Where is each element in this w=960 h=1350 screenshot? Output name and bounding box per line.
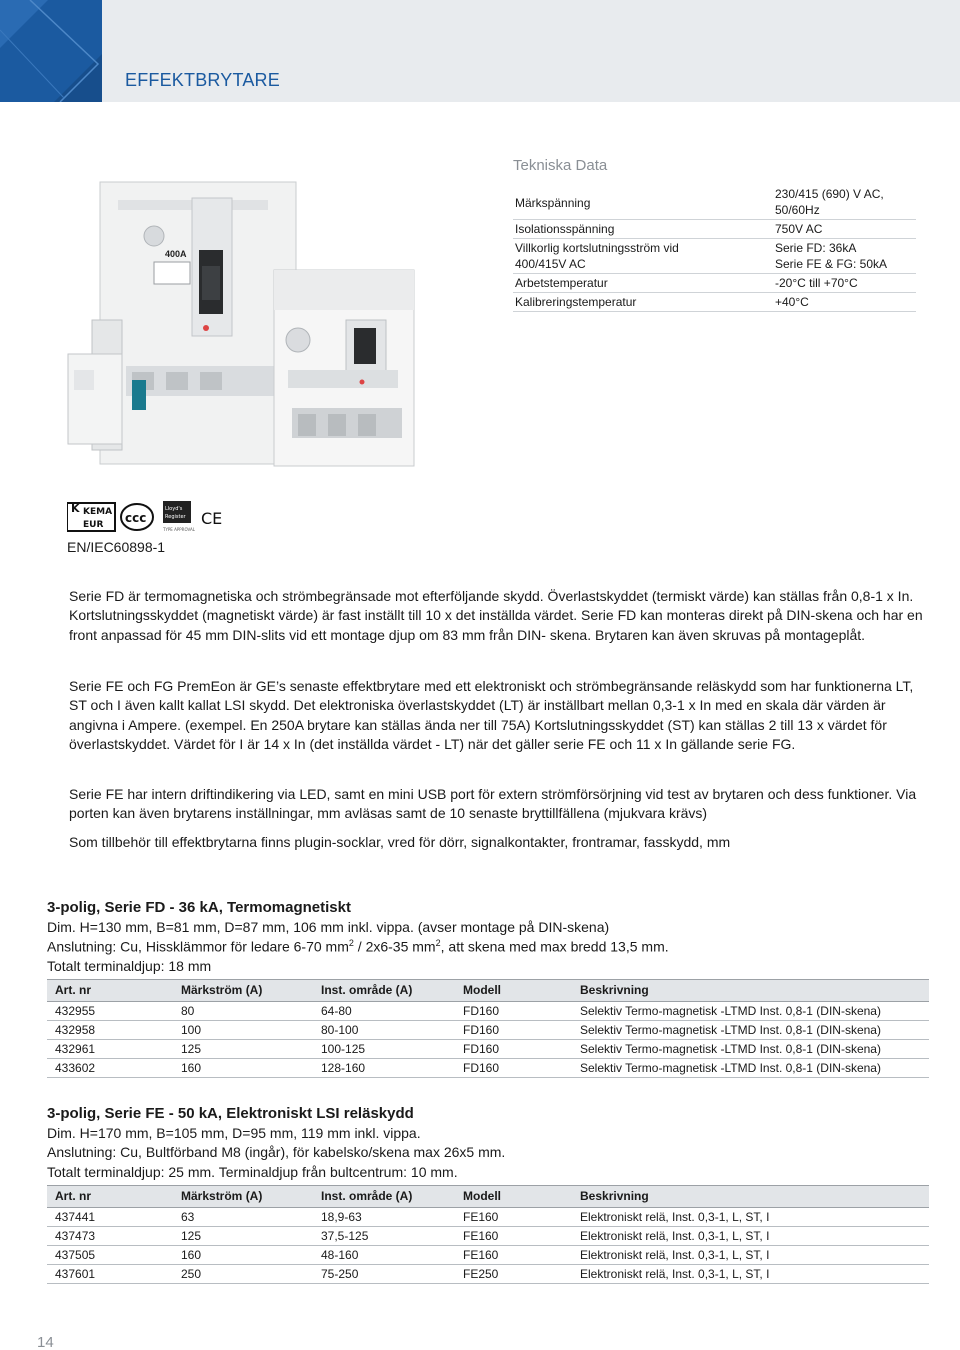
section-fe-terminal-depth: Totalt terminaldjup: 25 mm. Terminaldjup från bultcentrum: 10 mm. xyxy=(47,1164,458,1180)
column-header: Art. nr xyxy=(47,980,173,1002)
cell-model: FE160 xyxy=(455,1246,572,1265)
tech-data-row xyxy=(513,274,916,293)
cell-rated-current: 250 xyxy=(173,1265,313,1284)
column-header: Inst. område (A) xyxy=(313,980,455,1002)
body-paragraph: Serie FD är termomagnetiska och strömbegränsade mot efterföljande skydd. Överlastskyddet (termiskt värde) kan ställas från 0,8-1 x In. Kortslutningsskyddet (magnetiskt värde) är fast inställt till 10 x det inställda värdet. Serie FD kan monteras direkt på DIN-skena och har en front anpassad för 45 mm DIN-slits vid ett montage djup om 83 mm från DIN- skena. Brytaren kan även skruvas på montageplåt. xyxy=(69,588,923,643)
connection-text: , att skena med max bredd 13,5 mm. xyxy=(440,938,669,955)
body-paragraph: Som tillbehör till effektbrytarna finns plugin-socklar, vred för dörr, signalkontakter, frontramar, fasskydd, mm xyxy=(69,834,731,850)
cell-description: Selektiv Termo-magnetisk -LTMD Inst. 0,8-1 (DIN-skena) xyxy=(572,1040,929,1059)
cell-article-number: 433602 xyxy=(47,1059,173,1078)
tech-data-label xyxy=(513,239,775,274)
column-header: Modell xyxy=(455,980,572,1002)
section-fd-dimensions: Dim. H=130 mm, B=81 mm, D=87 mm, 106 mm inkl. vippa. (avser montage på DIN-skena) xyxy=(47,919,610,935)
column-header: Beskrivning xyxy=(572,1186,929,1208)
cell-setting-range: 128-160 xyxy=(313,1059,455,1078)
column-header: Modell xyxy=(455,1186,572,1208)
tech-data-label: Arbetstemperatur xyxy=(515,276,608,290)
table-row xyxy=(47,1227,929,1246)
section-title-fd: 3-polig, Serie FD - 36 kA, Termomagnetiskt xyxy=(47,899,351,916)
tech-data-label: Märkspänning xyxy=(515,196,591,210)
connection-text: / 2x6-35 mm xyxy=(353,938,436,955)
section-fe-connection: Anslutning: Cu, Bultförband M8 (ingår), för kabelsko/skena max 26x5 mm. xyxy=(47,1144,506,1160)
kema-logo xyxy=(67,502,115,531)
cell-setting-range: 100-125 xyxy=(313,1040,455,1059)
section-fd-terminal-depth: Totalt terminaldjup: 18 mm xyxy=(47,958,212,974)
cell-setting-range: 37,5-125 xyxy=(313,1227,455,1246)
tech-data-label-line: 400/415V AC xyxy=(515,257,586,271)
cell-rated-current: 160 xyxy=(173,1246,313,1265)
column-header: Märkström (A) xyxy=(173,980,313,1002)
tech-data-value: -20°C till +70°C xyxy=(775,276,858,290)
lloyds-text: Register xyxy=(165,514,186,520)
ce-mark: CE xyxy=(201,509,223,528)
table-row xyxy=(47,1265,929,1284)
cell-description: Elektroniskt relä, Inst. 0,3-1, L, ST, I xyxy=(572,1246,929,1265)
table-row xyxy=(47,1246,929,1265)
page-number: 14 xyxy=(37,1334,54,1350)
cell-rated-current: 80 xyxy=(173,1002,313,1021)
page-title: EFFEKTBRYTARE xyxy=(125,70,280,90)
cell-rated-current: 160 xyxy=(173,1059,313,1078)
column-header: Märkström (A) xyxy=(173,1186,313,1208)
tech-data-row xyxy=(513,185,916,220)
body-paragraph: Serie FE har intern driftindikering via LED, samt en mini USB port för extern strömförsörjning vid test av brytaren och dess funktioner. Via porten kan även brytarens inställningar, mm avläsas samt de 10 senaste bryttillfällena (mjukvara krävs) xyxy=(69,786,917,822)
kema-text: KEMA xyxy=(83,507,113,517)
standard-label: EN/IEC60898-1 xyxy=(67,539,166,555)
tech-data-value: 750V AC xyxy=(775,222,823,236)
cell-description: Elektroniskt relä, Inst. 0,3-1, L, ST, I xyxy=(572,1265,929,1284)
cell-setting-range: 80-100 xyxy=(313,1021,455,1040)
tech-data-value-line: Serie FE & FG: 50kA xyxy=(775,257,888,271)
tech-data-value-line: Serie FD: 36kA xyxy=(775,241,857,255)
lloyds-caption: TYPE APPROVAL xyxy=(163,527,195,532)
kema-text: EUR xyxy=(83,520,104,530)
cell-model: FD160 xyxy=(455,1059,572,1078)
cell-rated-current: 63 xyxy=(173,1208,313,1227)
cell-setting-range: 64-80 xyxy=(313,1002,455,1021)
cell-article-number: 437601 xyxy=(47,1265,173,1284)
section-fd-connection xyxy=(47,938,669,955)
table-row xyxy=(47,1002,929,1021)
table-row xyxy=(47,1040,929,1059)
product-table-fd xyxy=(47,979,929,1078)
superscript: 2 xyxy=(435,938,441,948)
body-paragraph: Serie FE och FG PremEon är GE’s senaste effektbrytare med ett elektroniskt och strömbegränsande reläskydd som har funktionerna LT, ST och I även kallt kallat LSI skydd. Det elektroniska överlastskyddet (LT) är inställbart mellan 0,3-1 x In med en skala där värden är angivna i Ampere. (exempel. En 250A brytare kan ställas ända ner till 75A) Kortslutningsskyddet (ST) kan ställas 2 till 13 x värdet för överlastskyddet. Värdet för I är 14 x In (det inställda värdet - LT) när det gäller serie FE och 11 x In gällande serie FG. xyxy=(69,678,914,753)
lloyds-text: Lloyd's xyxy=(165,506,183,512)
cell-model: FE160 xyxy=(455,1227,572,1246)
cell-description: Elektroniskt relä, Inst. 0,3-1, L, ST, I xyxy=(572,1227,929,1246)
table-header-row xyxy=(47,1186,929,1208)
tech-data-label: Isolationsspänning xyxy=(515,222,615,236)
cell-rated-current: 100 xyxy=(173,1021,313,1040)
tech-data-title: Tekniska Data xyxy=(513,157,608,174)
table-row xyxy=(47,1059,929,1078)
cell-article-number: 432958 xyxy=(47,1021,173,1040)
tech-data-value-line: 50/60Hz xyxy=(775,203,820,217)
cell-article-number: 437441 xyxy=(47,1208,173,1227)
cell-description: Selektiv Termo-magnetisk -LTMD Inst. 0,8-1 (DIN-skena) xyxy=(572,1021,929,1040)
cell-rated-current: 125 xyxy=(173,1040,313,1059)
cell-description: Elektroniskt relä, Inst. 0,3-1, L, ST, I xyxy=(572,1208,929,1227)
photo-label-400a: 400A xyxy=(165,249,187,259)
cell-article-number: 437473 xyxy=(47,1227,173,1246)
cell-description: Selektiv Termo-magnetisk -LTMD Inst. 0,8-1 (DIN-skena) xyxy=(572,1002,929,1021)
cell-model: FE160 xyxy=(455,1208,572,1227)
corner-diamond-graphic xyxy=(0,0,102,102)
tech-data-table xyxy=(513,185,916,312)
certification-logos xyxy=(67,501,227,533)
ccc-logo xyxy=(121,504,153,530)
table-row xyxy=(47,1208,929,1227)
cell-article-number: 432955 xyxy=(47,1002,173,1021)
cell-rated-current: 125 xyxy=(173,1227,313,1246)
tech-data-row xyxy=(513,239,916,274)
product-photo xyxy=(62,170,422,480)
tech-data-row xyxy=(513,220,916,239)
cell-model: FE250 xyxy=(455,1265,572,1284)
tech-data-value-line: 230/415 (690) V AC, xyxy=(775,187,884,201)
column-header: Inst. område (A) xyxy=(313,1186,455,1208)
cell-model: FD160 xyxy=(455,1021,572,1040)
svg-text:ccc: ccc xyxy=(125,511,147,525)
table-header-row xyxy=(47,980,929,1002)
tech-data-value: +40°C xyxy=(775,295,809,309)
cell-setting-range: 75-250 xyxy=(313,1265,455,1284)
cell-model: FD160 xyxy=(455,1002,572,1021)
cell-article-number: 432961 xyxy=(47,1040,173,1059)
section-fe-dimensions: Dim. H=170 mm, B=105 mm, D=95 mm, 119 mm inkl. vippa. xyxy=(47,1125,421,1141)
cell-model: FD160 xyxy=(455,1040,572,1059)
tech-data-value xyxy=(775,239,916,274)
column-header: Art. nr xyxy=(47,1186,173,1208)
tech-data-row xyxy=(513,293,916,312)
lloyds-register-logo xyxy=(162,501,196,532)
product-table-fe xyxy=(47,1185,929,1284)
cell-setting-range: 18,9-63 xyxy=(313,1208,455,1227)
cell-description: Selektiv Termo-magnetisk -LTMD Inst. 0,8-1 (DIN-skena) xyxy=(572,1059,929,1078)
section-title-fe: 3-polig, Serie FE - 50 kA, Elektroniskt LSI reläskydd xyxy=(47,1105,414,1122)
cell-article-number: 437505 xyxy=(47,1246,173,1265)
tech-data-label: Kalibreringstemperatur xyxy=(515,295,637,309)
connection-text: Anslutning: Cu, Hissklämmor för ledare 6-70 mm xyxy=(47,938,349,955)
table-row xyxy=(47,1021,929,1040)
superscript: 2 xyxy=(348,938,354,948)
cell-setting-range: 48-160 xyxy=(313,1246,455,1265)
column-header: Beskrivning xyxy=(572,980,929,1002)
tech-data-value xyxy=(775,185,916,220)
header-corner-graphic xyxy=(0,0,102,102)
tech-data-label-line: Villkorlig kortslutningsström vid xyxy=(515,241,679,255)
svg-text:K: K xyxy=(71,502,80,515)
